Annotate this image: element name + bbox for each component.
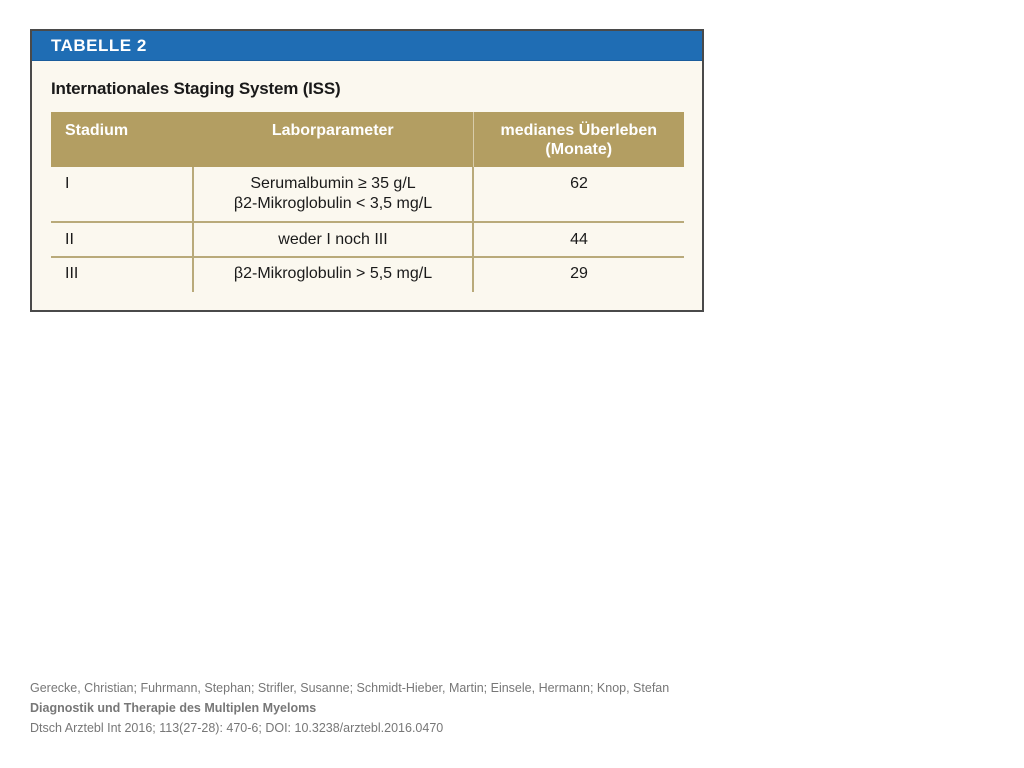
figure-label: TABELLE 2 — [51, 35, 147, 55]
cell-stadium: III — [65, 265, 79, 282]
table-header-row — [51, 112, 684, 167]
cell-ueberleben: 44 — [473, 222, 684, 257]
iss-table — [51, 112, 684, 292]
header-ueberleben-line1: medianes Überleben — [500, 122, 657, 139]
table-row — [51, 222, 684, 257]
header-stadium: Stadium — [51, 112, 193, 167]
cell-laborparameter — [193, 167, 473, 222]
table-figure — [30, 29, 704, 312]
cell-laborparameter: β2-Mikroglobulin > 5,5 mg/L — [193, 257, 473, 292]
header-ueberleben-line2: (Monate) — [545, 141, 613, 158]
citation-source: Dtsch Arztebl Int 2016; 113(27-28): 470-6; DOI: 10.3238/arztebl.2016.0470 — [30, 721, 444, 735]
cell-param-line1: Serumalbumin ≥ 35 g/L — [250, 175, 416, 192]
table-row — [51, 257, 684, 292]
cell-param-line2: β2-Mikroglobulin < 3,5 mg/L — [233, 195, 433, 212]
citation — [30, 678, 669, 738]
cell-stadium: I — [51, 167, 193, 222]
cell-ueberleben: 62 — [473, 167, 684, 222]
header-medianes-ueberleben — [473, 112, 684, 167]
citation-title: Diagnostik und Therapie des Multiplen Myeloms — [30, 701, 317, 715]
header-laborparameter: Laborparameter — [193, 112, 473, 167]
cell-laborparameter: weder I noch III — [193, 222, 473, 257]
citation-authors: Gerecke, Christian; Fuhrmann, Stephan; Strifler, Susanne; Schmidt-Hieber, Martin; Einsele, Hermann; Knop, Stefan — [30, 681, 670, 695]
figure-title: Internationales Staging System (ISS) — [51, 79, 341, 98]
figure-header-bar — [32, 31, 702, 61]
cell-ueberleben: 29 — [473, 257, 684, 292]
table-row — [51, 167, 684, 222]
cell-stadium: II — [51, 222, 193, 257]
